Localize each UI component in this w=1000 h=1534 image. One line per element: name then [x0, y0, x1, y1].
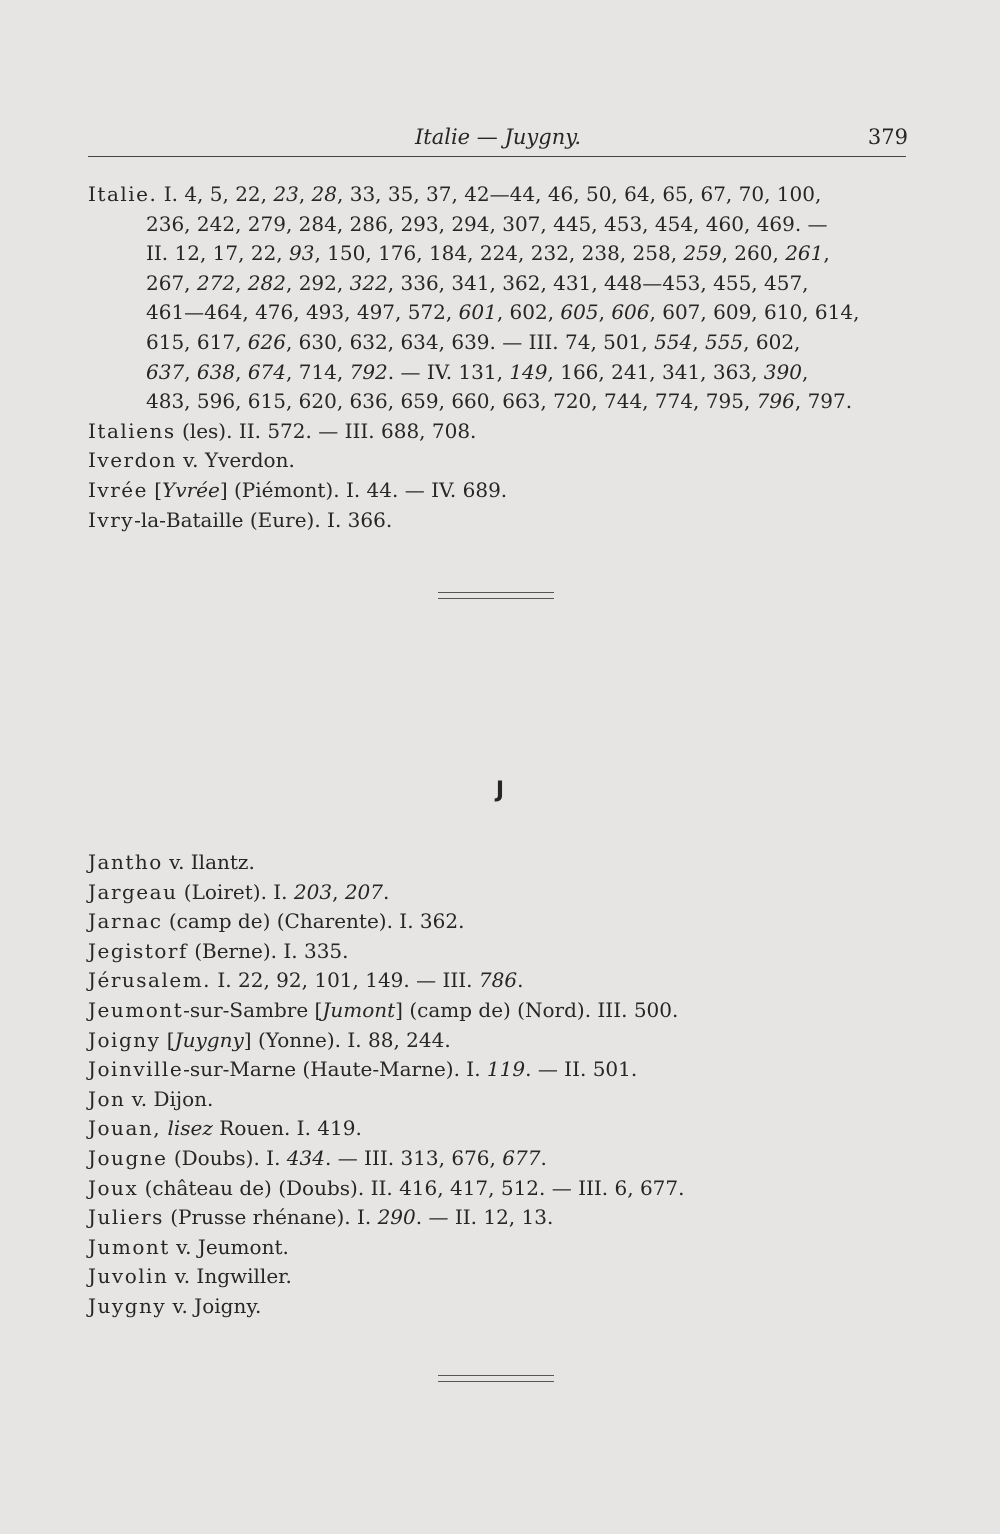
entry-headword: Jargeau	[88, 879, 178, 904]
entry-text: (château de) (Doubs). II. 416, 417, 512. — III. 6, 677.	[138, 1175, 685, 1200]
italic-reference: 434	[286, 1145, 325, 1170]
entry-headword: Joigny	[88, 1027, 161, 1052]
entry-text: [	[147, 477, 163, 502]
index-entry-italie	[88, 180, 906, 210]
entry-continuation-line	[88, 298, 906, 328]
index-entry	[88, 1055, 906, 1085]
italic-reference: Yvrée	[162, 477, 220, 502]
entry-text: ,	[298, 182, 312, 206]
section-separator	[438, 1375, 554, 1382]
italic-reference: 626	[247, 329, 286, 354]
entry-text: , 714,	[286, 359, 350, 384]
entry-text: v. Joigny.	[166, 1293, 262, 1318]
italic-reference: lisez	[167, 1116, 213, 1141]
entry-headword: Juygny	[88, 1293, 167, 1318]
entry-headword: Italiens	[88, 418, 176, 443]
page-number: 379	[867, 125, 908, 149]
entry-headword: Jarnac	[88, 909, 163, 934]
entry-text: ,	[692, 329, 705, 354]
entry-text: 236, 242, 279, 284, 286, 293, 294, 307, 445, 453, 454, 460, 469. —	[146, 211, 828, 236]
entry-headword: Ivrée	[88, 477, 148, 502]
index-entry	[88, 1262, 906, 1292]
italic-reference: 786	[478, 968, 518, 993]
entry-text: , 336, 341, 362, 431, 448—453, 455, 457,	[387, 270, 809, 295]
entry-text: ,	[235, 359, 248, 384]
italic-reference: Jumont	[322, 997, 396, 1022]
entry-text: (les). II. 572. — III. 688, 708.	[175, 418, 477, 443]
entry-text: (Doubs). I.	[167, 1145, 287, 1170]
entry-headword: Jouan,	[88, 1116, 162, 1141]
entry-text: Rouen. I. 419.	[212, 1116, 362, 1141]
index-entry	[88, 476, 906, 506]
entry-headword: Jantho	[88, 850, 163, 874]
entry-text: ,	[598, 300, 612, 325]
index-section-i	[88, 180, 906, 535]
entry-text: , 607, 609, 610, 614,	[649, 300, 860, 325]
entry-text: I. 22, 92, 101, 149. — III.	[211, 968, 479, 993]
index-entry	[88, 1144, 906, 1174]
entry-text: . — II. 501.	[525, 1057, 638, 1082]
entry-text: ,	[801, 359, 809, 384]
italic-reference: 261	[785, 241, 824, 266]
running-title: Italie — Juygny.	[415, 125, 581, 149]
entry-text: , 150, 176, 184, 224, 232, 238, 258,	[314, 241, 684, 266]
entry-text: , 602,	[743, 329, 801, 354]
index-entry	[88, 446, 906, 476]
entry-text: .	[383, 879, 390, 904]
entry-text: [	[160, 1027, 175, 1052]
index-entry	[88, 996, 906, 1026]
italic-reference: 272	[196, 270, 236, 295]
entry-text: 483, 596, 615, 620, 636, 659, 660, 663, 720, 744, 774, 795,	[146, 389, 757, 414]
entry-text: ,	[823, 241, 830, 266]
index-entry	[88, 907, 906, 937]
italic-reference: 605	[560, 300, 599, 325]
entry-text: ,	[235, 270, 248, 295]
entry-text: v. Ingwiller.	[168, 1264, 292, 1289]
header-rule	[88, 156, 906, 157]
italic-reference: 149	[509, 359, 548, 384]
italic-reference: 28	[311, 182, 337, 206]
entry-text: (Loiret). I.	[177, 879, 294, 904]
entry-text: I. 4, 5, 22,	[157, 182, 274, 206]
section-separator	[438, 592, 554, 599]
index-entry	[88, 878, 906, 908]
index-entry	[88, 417, 906, 447]
entry-headword: Jegistorf	[88, 938, 188, 963]
italic-reference: 555	[704, 329, 744, 354]
entry-text: v. Jeumont.	[169, 1234, 289, 1259]
entry-text: .	[540, 1145, 547, 1170]
index-entry	[88, 1026, 906, 1056]
italic-reference: 93	[289, 241, 315, 266]
italic-reference: 637	[146, 359, 185, 384]
index-entry	[88, 937, 906, 967]
entry-headword: Jeumont	[88, 997, 184, 1022]
entry-headword: Juvolin	[88, 1264, 169, 1289]
entry-headword: Italie.	[88, 182, 158, 206]
entry-continuation-line	[88, 210, 906, 240]
entry-text: -sur-Marne (Haute-Marne). I.	[183, 1057, 487, 1082]
italic-reference: 290	[377, 1205, 416, 1230]
entry-text: ,	[184, 359, 197, 384]
entry-text: (camp de) (Charente). I. 362.	[162, 909, 465, 934]
italic-reference: 674	[247, 359, 286, 384]
entry-continuation-line	[88, 269, 906, 299]
entry-text: 267,	[146, 270, 197, 295]
entry-text: 615, 617,	[146, 329, 248, 354]
index-entry	[88, 1085, 906, 1115]
italic-reference: 638	[196, 359, 236, 384]
entry-text: , 602,	[496, 300, 561, 325]
entry-continuation-line	[88, 328, 906, 358]
index-entry	[88, 1114, 906, 1144]
entry-headword: Joux	[88, 1175, 139, 1200]
entry-text: v. Ilantz.	[162, 850, 255, 874]
italic-reference: 119	[486, 1057, 526, 1082]
running-head	[88, 122, 908, 158]
entry-headword: Ivry	[88, 507, 135, 532]
entry-continuation-line	[88, 358, 906, 388]
index-entry	[88, 1174, 906, 1204]
italic-reference: 606	[611, 300, 650, 325]
italic-reference: 792	[349, 359, 388, 384]
entry-text: , 797.	[794, 389, 853, 414]
italic-reference: 390	[763, 359, 802, 384]
entry-text: . — IV. 131,	[387, 359, 510, 384]
entry-headword: Jon	[88, 1086, 126, 1111]
index-entry	[88, 1203, 906, 1233]
italic-reference: 23	[273, 182, 299, 206]
entry-text: ,	[332, 879, 345, 904]
entry-headword: Jumont	[88, 1234, 170, 1259]
entry-text: 461—464, 476, 493, 497, 572,	[146, 300, 459, 325]
entry-continuation-line	[88, 239, 906, 269]
entry-text: II. 12, 17, 22,	[146, 241, 290, 266]
index-entry	[88, 1233, 906, 1263]
entry-text: v. Dijon.	[125, 1086, 214, 1111]
entry-text: , 292,	[285, 270, 350, 295]
italic-reference: 322	[349, 270, 388, 295]
italic-reference: 601	[458, 300, 497, 325]
entry-headword: Iverdon	[88, 448, 177, 473]
entry-text: .	[517, 968, 524, 993]
entry-text: -la-Bataille (Eure). I. 366.	[134, 507, 393, 532]
section-letter-heading: J	[495, 778, 505, 803]
entry-continuation-line	[88, 387, 906, 417]
index-entry	[88, 1292, 906, 1322]
italic-reference: 796	[756, 389, 795, 414]
entry-text: -sur-Sambre [	[183, 997, 323, 1022]
italic-reference: Juygny	[174, 1027, 244, 1052]
entry-text: , 260,	[721, 241, 786, 266]
entry-text: ] (Yonne). I. 88, 244.	[243, 1027, 451, 1052]
entry-headword: Juliers	[88, 1205, 164, 1230]
entry-text: , 630, 632, 634, 639. — III. 74, 501,	[285, 329, 655, 354]
index-entry	[88, 848, 906, 878]
entry-text: . — II. 12, 13.	[415, 1205, 554, 1230]
italic-reference: 677	[502, 1145, 541, 1170]
italic-reference: 203	[293, 879, 333, 904]
entry-headword: Jérusalem.	[88, 968, 212, 993]
italic-reference: 207	[344, 879, 383, 904]
entry-headword: Jougne	[88, 1145, 168, 1170]
entry-text: , 33, 35, 37, 42—44, 46, 50, 64, 65, 67, 70, 100,	[337, 182, 822, 206]
entry-headword: Joinville	[88, 1057, 184, 1082]
index-entry	[88, 506, 906, 536]
index-section-j	[88, 848, 906, 1322]
entry-text: ] (Piémont). I. 44. — IV. 689.	[219, 477, 508, 502]
italic-reference: 554	[654, 329, 693, 354]
entry-text: (Berne). I. 335.	[187, 938, 349, 963]
entry-text: v. Yverdon.	[176, 448, 295, 473]
italic-reference: 259	[683, 241, 722, 266]
entry-text: (Prusse rhénane). I.	[163, 1205, 378, 1230]
entry-text: . — III. 313, 676,	[324, 1145, 503, 1170]
entry-text: , 166, 241, 341, 363,	[547, 359, 764, 384]
entry-text: ] (camp de) (Nord). III. 500.	[395, 997, 679, 1022]
italic-reference: 282	[247, 270, 286, 295]
index-entry	[88, 966, 906, 996]
